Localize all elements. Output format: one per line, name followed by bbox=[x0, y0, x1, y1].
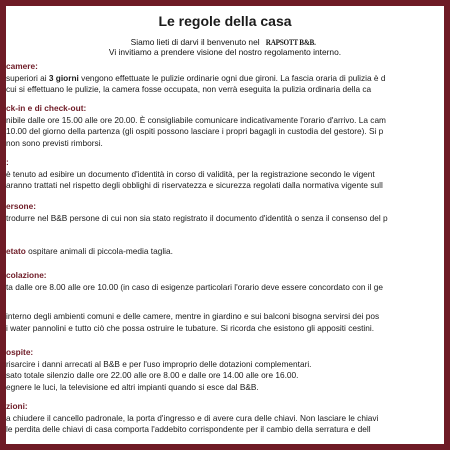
section-heading: zioni: bbox=[6, 401, 28, 411]
section-line: 10.00 del giorno della partenza (gli ospiti possono lasciare i propri bagagli in custodia del gestore). Si p bbox=[6, 126, 384, 136]
bnb-logo: RAPSOTT B&B. bbox=[265, 38, 316, 47]
text-fragment: vengono effettuate le pulizie ordinarie ogni due gironi. La fascia oraria di pulizia è d bbox=[78, 72, 386, 83]
section-heading: ck-in e di check-out: bbox=[6, 103, 87, 113]
section-line: a chiudere il cancello padronale, la porta d'ingresso e di avere cura delle chiavi. Non lasciare le chiavi bbox=[6, 412, 379, 423]
section-line: risarcire i danni arrecati al B&B e per l'uso improprio delle dotazioni complementari. bbox=[6, 358, 312, 369]
section-heading: ersone: bbox=[6, 201, 36, 211]
document-page bbox=[6, 6, 444, 444]
section-persone bbox=[6, 201, 388, 224]
section-heading: camere: bbox=[6, 61, 38, 71]
section-fumo bbox=[6, 311, 379, 334]
section-line: le perdita delle chiavi di casa comporta l'addebito corrispondente per il cambio della serratura e dell bbox=[6, 424, 371, 434]
section-line: cui si effettuano le pulizie, la camera fosse occupata, non verrà eseguita la pulizia ordinaria della ca bbox=[6, 84, 372, 94]
section-line: i water pannolini e tutto ciò che possa ostruire le tubature. Si ricorda che esistono gli appositi cestini. bbox=[6, 322, 375, 333]
text-emphasis: 3 giorni bbox=[48, 72, 79, 83]
section-raccomandazioni bbox=[6, 401, 378, 436]
section-heading: etato bbox=[6, 246, 26, 256]
section-camere bbox=[6, 61, 385, 96]
section-line bbox=[6, 246, 173, 258]
section-line bbox=[6, 73, 385, 85]
section-line: sato totale silenzio dalle ore 22.00 alle ore 8.00 e dalle ore 14.00 alle ore 16.00. bbox=[6, 370, 299, 380]
section-line: ta dalle ore 8.00 alle ore 10.00 (in caso di esigenze particolari l'orario deve essere concordato con il ge bbox=[6, 281, 384, 292]
section-line: egnere le luci, la televisione ed altri impianti quando si esce dal B&B. bbox=[6, 381, 259, 392]
intro-welcome-text: Siamo lieti di darvi il benvenuto nel bbox=[130, 37, 260, 47]
page-title: Le regole della casa bbox=[158, 13, 292, 29]
section-colazione bbox=[6, 270, 383, 293]
section-documenti bbox=[6, 157, 383, 192]
section-line: è tenuto ad esibire un documento d'identità in corso di validità, per la registrazione secondo le vigent bbox=[6, 168, 375, 179]
text-fragment: ospitare animali di piccola-media taglia. bbox=[25, 246, 173, 256]
section-line: aranno trattati nel rispetto degli obblighi di riservatezza e sicurezza regolati dalla normativa vigente sull bbox=[6, 180, 383, 190]
section-line: non sono previsti rimborsi. bbox=[6, 137, 103, 148]
text-fragment: superiori ai bbox=[6, 72, 49, 83]
section-check-in bbox=[6, 103, 386, 149]
section-line: nibile dalle ore 15.00 alle ore 20.00. È consigliabile comunicare indicativamente l'orario d'arrivo. La cam bbox=[6, 114, 386, 125]
section-line: trodurre nel B&B persone di cui non sia stato registrato il documento d'identità o senza il consenso del p bbox=[6, 212, 388, 223]
section-animali bbox=[6, 246, 173, 258]
section-ospite bbox=[6, 347, 311, 393]
section-heading: colazione: bbox=[6, 270, 47, 280]
section-heading: ospite: bbox=[6, 347, 34, 357]
section-line: interno degli ambienti comuni e delle camere, mentre in giardino e sui balconi bisogna servirsi dei pos bbox=[6, 311, 380, 321]
intro-invite: Vi invitiamo a prendere visione del nostro regolamento interno. bbox=[108, 47, 342, 57]
section-heading: : bbox=[6, 157, 9, 167]
